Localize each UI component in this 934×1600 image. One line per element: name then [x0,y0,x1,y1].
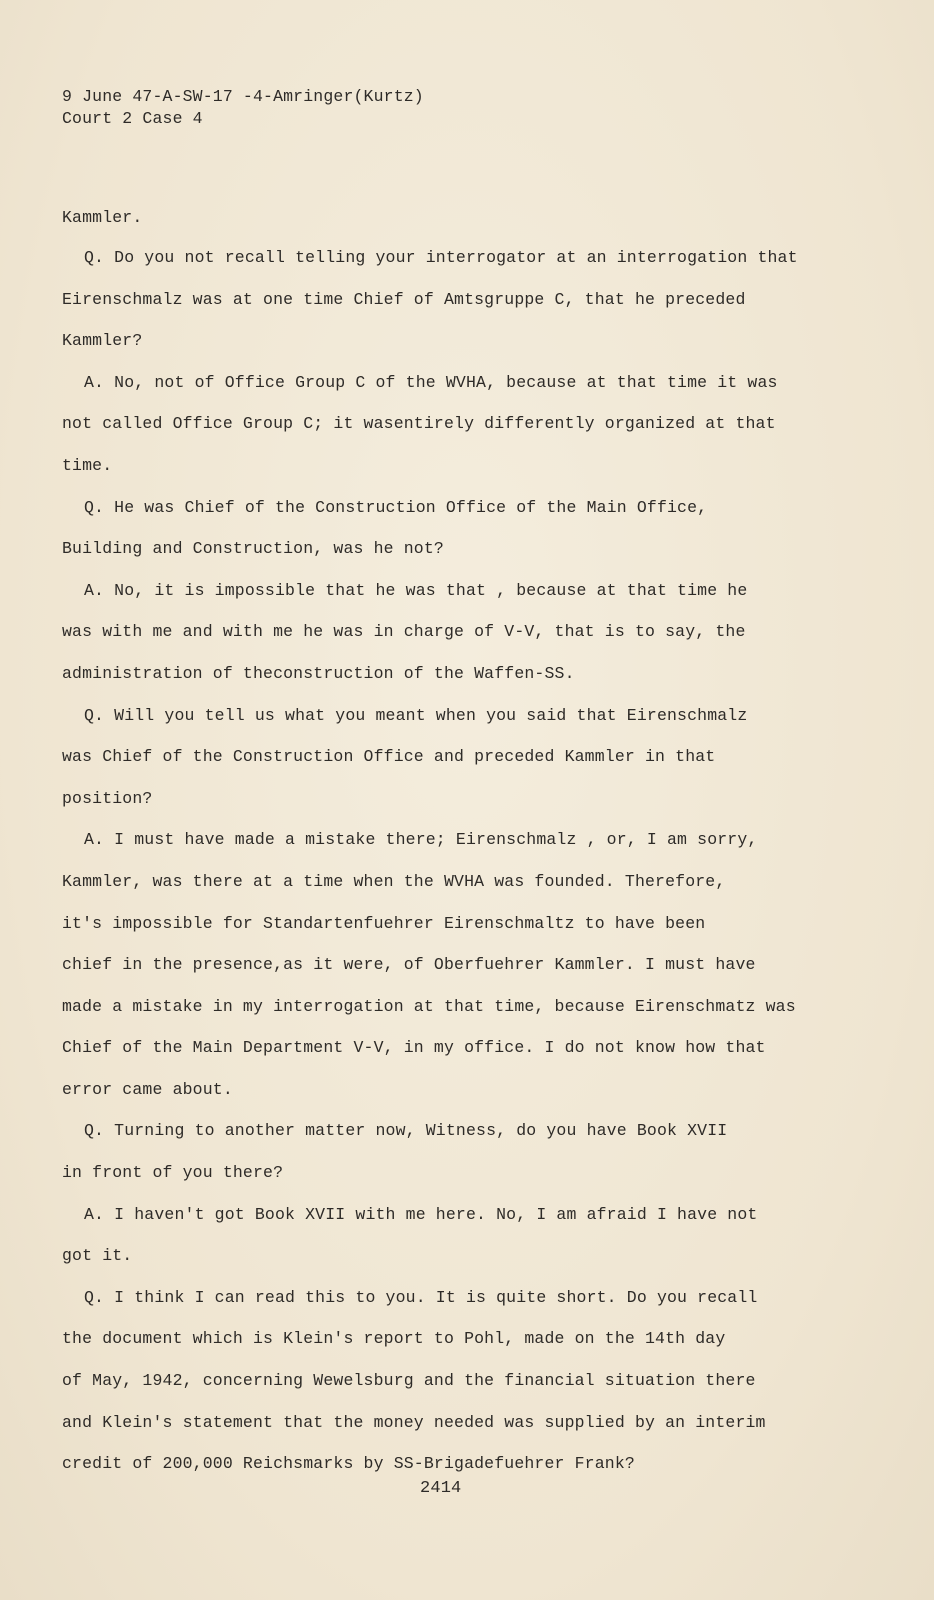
transcript-line: chief in the presence,as it were, of Oberfuehrer Kammler. I must have [62,955,756,975]
transcript-line: A. I must have made a mistake there; Eirenschmalz , or, I am sorry, [84,830,758,850]
transcript-line: Building and Construction, was he not? [62,539,444,559]
transcript-line: time. [62,455,113,475]
transcript-line: administration of theconstruction of the Waffen-SS. [62,663,575,683]
transcript-line: and Klein's statement that the money needed was supplied by an interim [62,1412,766,1432]
transcript-line: not called Office Group C; it wasentirely differently organized at that [62,414,776,434]
transcript-line: Q. Turning to another matter now, Witness, do you have Book XVII [84,1121,728,1141]
transcript-line: A. No, it is impossible that he was that , because at that time he [84,580,748,600]
transcript-line: Q. He was Chief of the Construction Office of the Main Office, [84,497,708,517]
witness-name: Kammler. [62,208,143,227]
document-header [62,86,424,130]
header-date-line: 9 June 47-A-SW-17 -4-Amringer(Kurtz) [62,87,424,106]
transcript-line: Kammler? [62,331,143,351]
transcript-line: error came about. [62,1079,233,1099]
transcript-line: A. No, not of Office Group C of the WVHA, because at that time it was [84,372,778,392]
transcript-line: Kammler, was there at a time when the WVHA was founded. Therefore, [62,871,726,891]
transcript-line: of May, 1942, concerning Wewelsburg and the financial situation there [62,1371,756,1391]
page-number: 2414 [420,1479,462,1498]
transcript-line: A. I haven't got Book XVII with me here. No, I am afraid I have not [84,1204,758,1224]
transcript-line: the document which is Klein's report to Pohl, made on the 14th day [62,1329,726,1349]
transcript-line: was Chief of the Construction Office and preceded Kammler in that [62,747,716,767]
transcript-line: Eirenschmalz was at one time Chief of Amtsgruppe C, that he preceded [62,289,746,309]
transcript-line: it's impossible for Standartenfuehrer Eirenschmaltz to have been [62,913,706,933]
transcript-line: got it. [62,1246,133,1266]
transcript-line: made a mistake in my interrogation at that time, because Eirenschmatz was [62,996,796,1016]
transcript-line: Chief of the Main Department V-V, in my office. I do not know how that [62,1038,766,1058]
transcript-line: was with me and with me he was in charge of V-V, that is to say, the [62,622,746,642]
transcript-line: position? [62,788,153,808]
header-court-line: Court 2 Case 4 [62,109,203,128]
transcript-line: Q. Will you tell us what you meant when you said that Eirenschmalz [84,705,748,725]
transcript-body [62,246,902,1494]
transcript-line: Q. Do you not recall telling your interrogator at an interrogation that [84,248,798,267]
transcript-line: credit of 200,000 Reichsmarks by SS-Brigadefuehrer Frank? [62,1454,635,1474]
transcript-line: Q. I think I can read this to you. It is quite short. Do you recall [84,1287,758,1307]
transcript-line: in front of you there? [62,1163,284,1183]
